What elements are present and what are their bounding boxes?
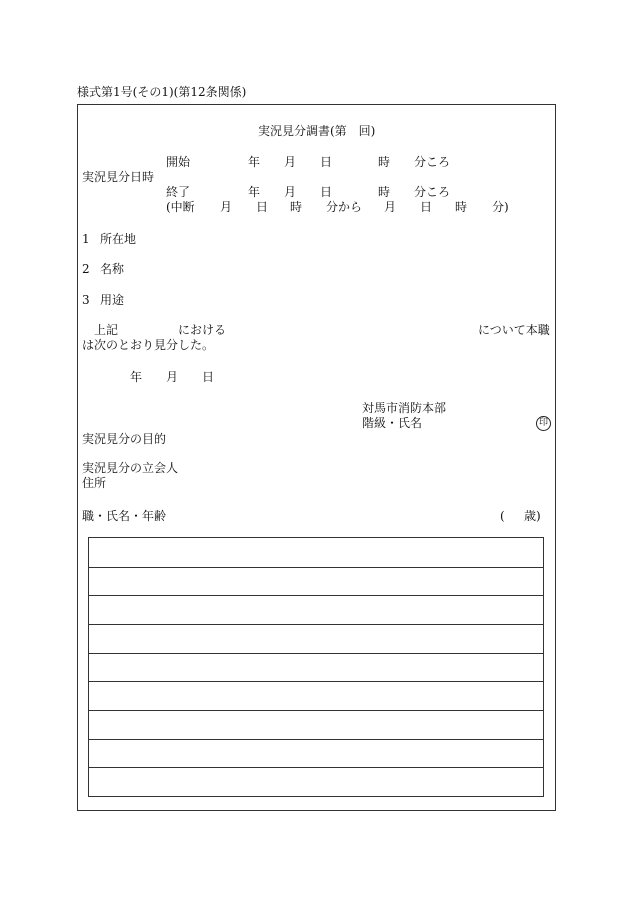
witness-label: 実況見分の立会人: [82, 461, 179, 475]
statement-part-3: について本職: [478, 323, 550, 337]
signature-organization: 対馬市消防本部: [362, 401, 447, 415]
interruption-from: 分から: [326, 200, 363, 214]
end-minute-unit: 分ころ: [414, 185, 451, 199]
statement-part-1: 上記: [94, 323, 119, 337]
blank-row-line: [89, 767, 543, 768]
item-3-number: 3: [82, 293, 90, 307]
interruption-day: 日: [256, 200, 269, 214]
end-year-unit: 年: [248, 185, 261, 199]
end-label: 終了: [166, 185, 191, 199]
age-open-paren: (: [500, 509, 505, 523]
blank-row-line: [89, 681, 543, 682]
interruption-hour: 時: [290, 200, 303, 214]
blank-row-line: [89, 624, 543, 625]
interruption-day-2: 日: [420, 200, 433, 214]
item-name-label: 名称: [100, 262, 125, 276]
start-month-unit: 月: [284, 155, 297, 169]
purpose-label: 実況見分の目的: [82, 432, 167, 446]
witness-address-label: 住所: [82, 476, 107, 490]
seal-mark: 印: [536, 416, 551, 431]
date-day-unit: 日: [202, 370, 215, 384]
age-unit: 歳): [524, 509, 541, 523]
date-month-unit: 月: [166, 370, 179, 384]
blank-row-line: [89, 567, 543, 568]
statement-line-2: は次のとおり見分した。: [82, 338, 215, 352]
start-label: 開始: [166, 155, 191, 169]
interruption-month-2: 月: [384, 200, 397, 214]
item-location-label: 所在地: [100, 232, 137, 246]
start-year-unit: 年: [248, 155, 261, 169]
item-2-number: 2: [82, 262, 90, 276]
document-title: 実況見分調書(第 回): [258, 124, 376, 138]
start-day-unit: 日: [320, 155, 333, 169]
interruption-open: (中断: [166, 200, 195, 214]
start-minute-unit: 分ころ: [414, 155, 451, 169]
ruled-writing-area: [88, 537, 544, 797]
end-month-unit: 月: [284, 185, 297, 199]
interruption-close: 分): [492, 200, 509, 214]
form-id-label: 様式第1号(その1)(第12条関係): [77, 85, 247, 99]
end-day-unit: 日: [320, 185, 333, 199]
blank-row-line: [89, 710, 543, 711]
blank-row-line: [89, 595, 543, 596]
statement-part-2: における: [178, 323, 227, 337]
interruption-month: 月: [220, 200, 233, 214]
datetime-label: 実況見分日時: [82, 170, 155, 184]
signature-rank-name-label: 階級・氏名: [362, 416, 423, 430]
witness-job-name-age-label: 職・氏名・年齢: [82, 509, 167, 523]
end-hour-unit: 時: [378, 185, 391, 199]
date-year-unit: 年: [130, 370, 143, 384]
blank-row-line: [89, 653, 543, 654]
item-use-label: 用途: [100, 293, 125, 307]
start-hour-unit: 時: [378, 155, 391, 169]
blank-row-line: [89, 739, 543, 740]
item-1-number: 1: [82, 232, 90, 246]
interruption-hour-2: 時: [455, 200, 468, 214]
